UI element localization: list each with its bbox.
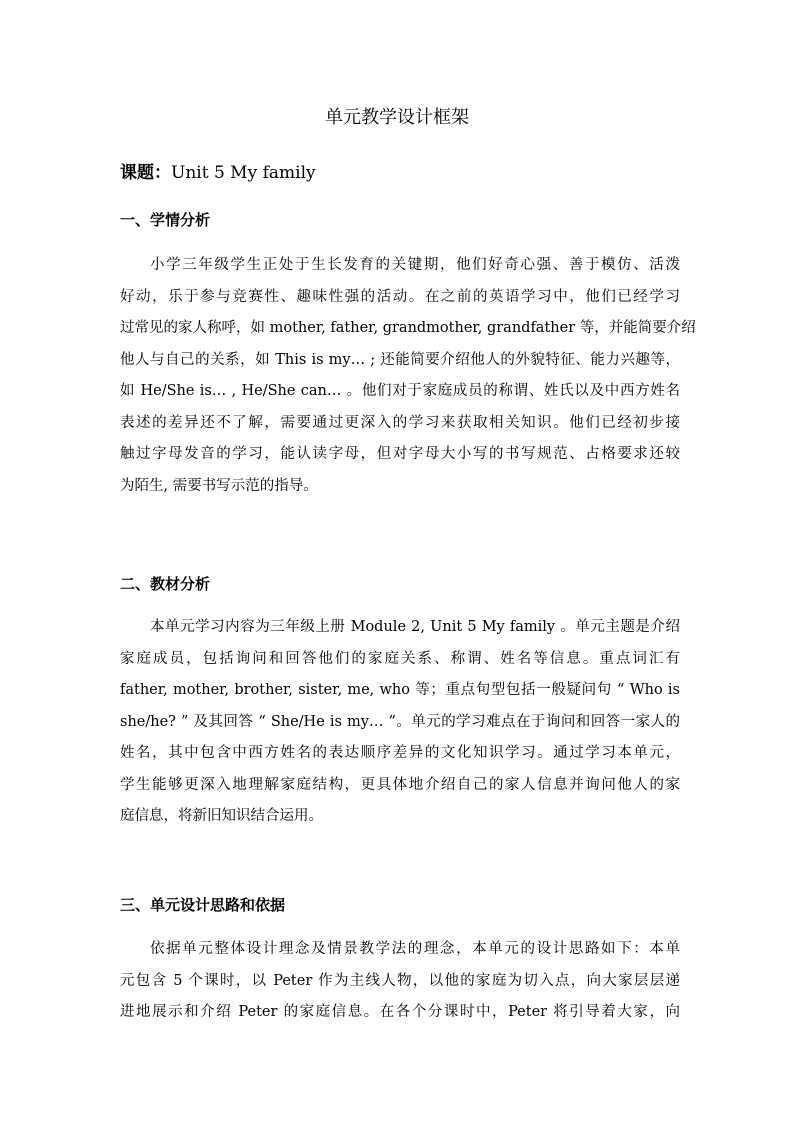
paragraph-line: 元包含 5 个课时，以 Peter 作为主线人物，以他的家庭为切入点，向大家层层递 bbox=[120, 972, 680, 989]
paragraph-line: 他人与自己的关系，如 This is my… ; 还能简要介绍他人的外貌特征、能力兴趣等， bbox=[120, 351, 680, 368]
paragraph-line: father, mother, brother, sister, me, who 等；重点句型包括一般疑问句 “ Who is bbox=[120, 682, 680, 698]
section-paragraph-textbook-analysis bbox=[120, 612, 680, 833]
section-paragraph-learner-analysis bbox=[120, 250, 696, 502]
paragraph-line: 姓名，其中包含中西方姓名的表达顺序差异的文化知识学习。通过学习本单元， bbox=[120, 745, 680, 761]
paragraph-line: 学生能够更深入地理解家庭结构，更具体地介绍自己的家人信息并询问他人的家 bbox=[120, 776, 680, 793]
paragraph-line: she/he? ” 及其回答 “ She/He is my… ”。单元的学习难点在于询问和回答一家人的 bbox=[120, 713, 680, 730]
paragraph-line: 小学三年级学生正处于生长发育的关键期，他们好奇心强、善于模仿、活泼 bbox=[150, 257, 680, 273]
paragraph-line: 家庭成员，包括询问和回答他们的家庭关系、称谓、姓名等信息。重点词汇有 bbox=[120, 650, 680, 667]
subject-line bbox=[120, 159, 316, 187]
paragraph-line: 表述的差异还不了解，需要通过更深入的学习来获取相关知识。他们已经初步接 bbox=[120, 414, 680, 431]
paragraph-line: 进地展示和介绍 Peter 的家庭信息。在各个分课时中，Peter 将引导着大家，向 bbox=[120, 1004, 680, 1020]
section-heading-textbook-analysis: 二、教材分析 bbox=[120, 575, 211, 593]
paragraph-line: 过常见的家人称呼，如 mother, father, grandmother, grandfather 等，并能简要介绍 bbox=[120, 320, 696, 336]
paragraph-line: 如 He/She is… , He/She can… 。他们对于家庭成员的称谓、姓氏以及中西方姓名 bbox=[120, 383, 680, 399]
paragraph-line: 本单元学习内容为三年级上册 Module 2, Unit 5 My family 。单元主题是介绍 bbox=[150, 619, 680, 635]
section-heading-design-rationale: 三、单元设计思路和依据 bbox=[120, 896, 286, 914]
section-heading-learner-analysis: 一、学情分析 bbox=[120, 211, 211, 229]
page-title: 单元教学设计框架 bbox=[325, 107, 469, 128]
paragraph-line: 好动，乐于参与竞赛性、趣味性强的活动。在之前的英语学习中，他们已经学习 bbox=[120, 288, 680, 305]
subject-label: 课题： bbox=[120, 163, 171, 183]
paragraph-line: 依据单元整体设计理念及情景教学法的理念，本单元的设计思路如下：本单 bbox=[150, 941, 680, 957]
paragraph-line: 庭信息，将新旧知识结合运用。 bbox=[120, 808, 323, 824]
paragraph-line: 为陌生, 需要书写示范的指导。 bbox=[120, 477, 318, 494]
paragraph-line: 触过字母发音的学习，能认读字母，但对字母大小写的书写规范、占格要求还较 bbox=[120, 446, 680, 462]
section-paragraph-design-rationale bbox=[120, 934, 680, 1029]
subject-value: Unit 5 My family bbox=[171, 163, 316, 183]
